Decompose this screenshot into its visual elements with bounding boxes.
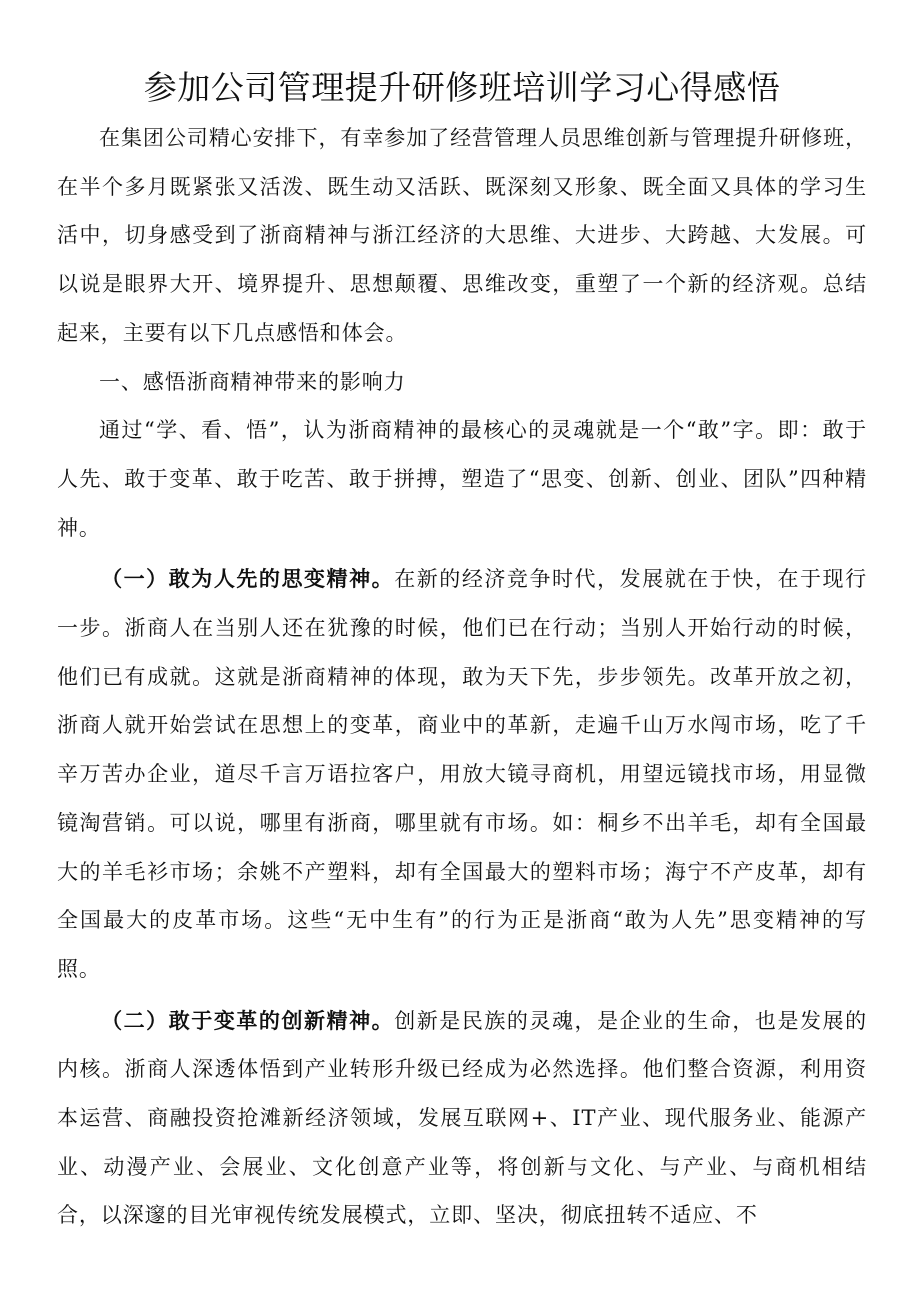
subsection-lead-1: （一）敢为人先的思变精神。 <box>101 567 395 592</box>
document-page <box>57 62 867 1240</box>
subsection-body-1: 在新的经济竞争时代，发展就在于快，在于现行一步。浙商人在当别人还在犹豫的时候，他们已在行动；当别人开始行动的时候，他们已有成就。这就是浙商精神的体现，敢为天下先，步步领先。改革开放之初，浙商人就开始尝试在思想上的变革，商业中的革新，走遍千山万水闯市场，吃了千辛万苦办企业，道尽千言万语拉客户，用放大镜寻商机，用望远镜找市场，用显微镜淘营销。可以说，哪里有浙商，哪里就有市场。如：桐乡不出羊毛，却有全国最大的羊毛衫市场；余姚不产塑料，却有全国最大的塑料市场；海宁不产皮革，却有全国最大的皮革市场。这些“无中生有”的行为正是浙商“敢为人先”思变精神的写照。 <box>57 567 867 981</box>
section-heading: 一、感悟浙商精神带来的影响力 <box>99 369 406 394</box>
subsection-body-2: 创新是民族的灵魂，是企业的生命，也是发展的内核。浙商人深透体悟到产业转形升级已经成为必然选择。他们整合资源，利用资本运营、商融投资抢滩新经济领域，发展互联网+、IT产业、现代服务业、能源产业、动漫产业、会展业、文化创意产业等，将创新与文化、与产业、与商机相结合，以深邃的目光审视传统发展模式，立即、坚决，彻底扭转不适应、不 <box>57 1008 867 1228</box>
subsection-paragraph-1 <box>57 555 867 993</box>
intro-paragraph: 在集团公司精心安排下，有幸参加了经营管理人员思维创新与管理提升研修班，在半个多月既紧张又活泼、既生动又活跃、既深刻又形象、既全面又具体的学习生活中，切身感受到了浙商精神与浙江经济的大思维、大进步、大跨越、大发展。可以说是眼界大开、境界提升、思想颠覆、思维改变，重塑了一个新的经济观。总结起来，主要有以下几点感悟和体会。 <box>57 126 867 345</box>
section-paragraph: 通过“学、看、悟”，认为浙商精神的最核心的灵魂就是一个“敢”字。即：敢于人先、敢于变革、敢于吃苦、敢于拼搏，塑造了“思变、创新、创业、团队”四种精神。 <box>57 418 867 540</box>
document-title: 参加公司管理提升研修班培训学习心得感悟 <box>143 68 781 107</box>
subsection-lead-2: （二）敢于变革的创新精神。 <box>101 1008 395 1033</box>
subsection-paragraph-2 <box>57 997 867 1241</box>
